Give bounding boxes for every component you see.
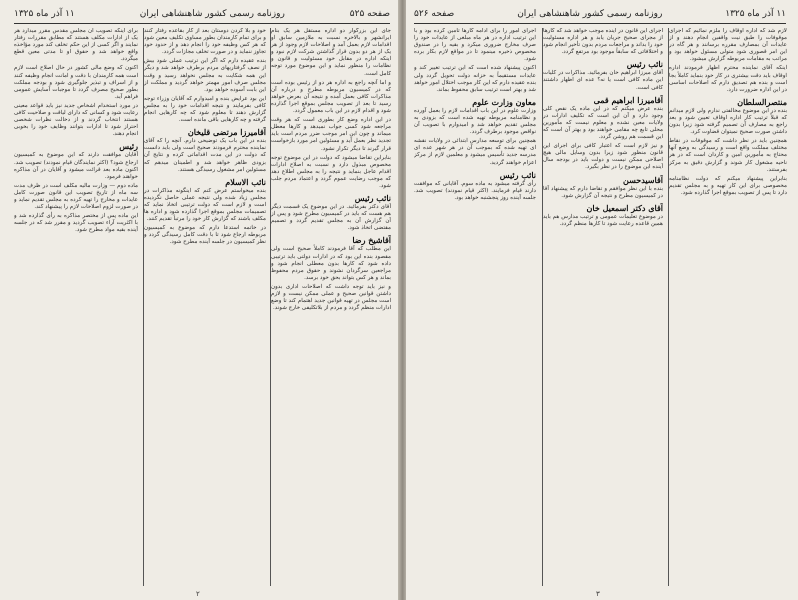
paragraph: اینکه آقای نماینده محترم اظهار فرمودند اداره اوقاف باید دقت بیشتری در کار خود بنماید کاملاً بجا است و بنده هم تصدیق دارم که اصلاحات اساسی در این اداره ضرورت دارد. [669, 65, 787, 93]
column-text [414, 28, 536, 202]
paragraph: در این اداره وضع کار بطوری است که هر وقت مراجعه شود کسی جواب نمیدهد و کارها معطل میماند و چون این امر موجب ضرر مردم است باید تجدید نظر بعمل آید و مسئولین امر مورد بازخواست قرار گیرند تا دیگر تکرار نشود. [271, 117, 391, 152]
speaker-heading: آقای دکتر اسمعیل خان [586, 202, 663, 213]
left-footer-mark: ۲ [196, 590, 200, 598]
paragraph: این مطلب که آقا فرمودند کاملاً صحیح است ولی مقصود بنده این بود که در ادارات دولتی باید ترتیبی داده شود که کارها بدون معطلی انجام شود و مراجعین سرگردان نشوند و حقوق مردم محفوظ بماند و هر کس بتواند بحق خود برسد. [271, 246, 391, 281]
speaker-heading: آقاسیدحسن [623, 174, 663, 185]
speaker-heading: معاون وزارت علوم [472, 96, 536, 107]
speaker-heading: نائب رئیس [354, 193, 391, 204]
left-page-number: صفحه ۵۲۵ [349, 9, 390, 19]
paragraph: در موضوع تعلیمات عمومی و ترتیب مدارس هم باید همین قاعده رعایت شود تا کارها منظم گردد. [543, 213, 663, 227]
right-paper-title: روزنامه رسمی کشور شاهنشاهی ایران [517, 9, 663, 19]
paragraph: اکنون پیشنهاد شده است که این ترتیب تغییر کند و عایدات مستقیماً به خزانه دولت تحویل گردد ولی بنده عقیده دارم که این کار موجب اختلال امور خواهد شد و بهتر است ترتیب سابق محفوظ بماند. [414, 65, 536, 93]
speaker-heading: آقامیرزا مرتضی قلیخان [187, 127, 266, 138]
column-text [144, 28, 266, 246]
paragraph: در مورد استخدام اشخاص جدید نیز باید قواعد معینی رعایت شود و کسانی که دارای لیاقت و صلاحیت کافی هستند انتخاب گردند و از دخالت نظرات شخصی احتراز شود تا ادارات بتوانند وظایف خود را بخوبی انجام دهند. [14, 102, 138, 138]
right-column-2 [542, 28, 663, 586]
paragraph: اجرای این قانون در آینده موجب خواهد شد که کارها از مجرای صحیح جریان یابد و هر اداره مسئولیت خود را بداند و مراجعات مردم بدون تأخیر انجام شود و اختلافاتی که سابقاً موجود بود مرتفع گردد. [543, 28, 663, 56]
left-paper-title: روزنامه رسمی کشور شاهنشاهی ایران [139, 9, 285, 19]
left-column-2 [143, 28, 266, 586]
paragraph: برای اینکه تصویب آن مجلس مقدس مقرر میدارد هر یک از ادارات مکلف هستند که مطابق مقررات رفتار نمایند و اگر کسی از این حکم تخلف کند مورد مؤاخذه واقع خواهد شد و حقوق او تا مدتی معین قطع میگردد. [14, 28, 138, 63]
paragraph: بنده عرض میکنم که در این ماده یک نقص کلی وجود دارد و آن این است که تکلیف ادارات در ولایات معین نشده و معلوم نیست که مأمورین محلی تابع چه مقامی خواهند بود و بهتر آن است که این قسمت هم روشن گردد. [543, 105, 663, 141]
left-page-header [14, 6, 390, 22]
paragraph: بنده در این موضوع مخالفتی ندارم ولی لازم میدانم که قبلاً ترتیب کار اداره اوقاف تعیین شود و بعد راجع به مصارف آن تصمیم گرفته شود زیرا بدون داشتن صورت صحیح نمیتوان قضاوت کرد. [669, 107, 787, 136]
paragraph: آقای میرزا ابراهیم خان بفرمائید. مذاکرات در کلیات این ماده کافی است یا نه؟ عده ای اظهار داشتند کافی است. [543, 70, 663, 91]
paragraph: بنده عقیده دارم که اگر این ترتیب عملی شود بیش از نصف گرفتاریهای مردم برطرف خواهد شد و دیگر این همه شکایت به مجلس نخواهد رسید و وقت مجلس صرف امور مهمتر خواهد گردید و مملکت از این بابت آسوده خواهد بود. [144, 58, 266, 93]
right-page [406, 0, 798, 600]
paragraph: اجرای امور را برای ادامه کارها تأمین کرده بود و با این ترتیب اداره در هر ماه مبلغی از عایدات خود را صرف مخارج ضروری میکرد و بقیه را در صندوق مخصوص ذخیره مینمود تا در مواقع لازم بکار برده شود. [414, 28, 536, 63]
speaker-heading: آقاشیخ رضا [352, 235, 391, 246]
right-page-number: صفحه ۵۲۶ [414, 9, 455, 19]
paragraph: و نیز لازم است که اعتبار کافی برای اجرای این قانون منظور شود زیرا بدون وسایل مالی هیچ اصلاحی ممکن نیست و دولت باید در بودجه سال آینده این موضوع را در نظر بگیرد. [543, 143, 663, 171]
left-column-1 [270, 28, 391, 586]
paragraph: این بود عرایض بنده و امیدوارم که آقایان وزراء توجه کافی بفرمایند و نتیجه اقدامات خود را به مجلس گزارش دهند تا معلوم شود که چه کارهایی انجام گرفته و چه کارهایی باقی مانده است. [144, 95, 266, 124]
right-column-1 [668, 28, 787, 586]
left-column-3 [14, 28, 138, 586]
right-column-3 [414, 28, 536, 586]
paragraph: آقایان موافقت دارند که این موضوع به کمیسیون ارجاع شود؟ (اکثر نمایندگان قیام نمودند) تصویب شد. اکنون ماده بعد قرائت میشود و آقایان در آن مذاکره خواهند فرمود. [14, 152, 138, 180]
paragraph: لازم شد که اداره اوقاف را ملزم نمائیم که اجرای موقوفات را طبق نیت واقفین انجام دهند و از عایدات آن بمصارف مقرره برسانند و هر گاه در این امر قصوری شود متولی مسئول خواهد بود و مراتب به مقامات مربوطه گزارش میشود. [669, 28, 787, 63]
speaker-heading: رئیس [119, 141, 138, 152]
column-text [14, 28, 138, 234]
paragraph: آقای دکتر بفرمائید. در این موضوع یک قسمت دیگر هم هست که باید در کمیسیون مطرح شود و پس از آن گزارش آن به مجلس تقدیم گردد و تصمیم مقتضی اتخاذ شود. [271, 204, 391, 232]
column-text [543, 28, 663, 228]
paragraph: بنابراین پیشنهاد میکنم که دولت نظامنامه مخصوصی برای این کار تهیه و به مجلس تقدیم دارد تا پس از تصویب بموقع اجرا گذارده شود. [669, 175, 787, 196]
speaker-heading: آقامیرزا ابراهیم قمی [593, 94, 663, 105]
paragraph: و نیز باید توجه داشت که اصلاحات اداری بدون داشتن قوانین صحیح و عملی ممکن نیست و لازم است مجلس در تهیه قوانین جدید اهتمام کند تا وضع ادارات منظم گردد و مردم از بلاتکلیفی خارج شوند. [271, 283, 391, 312]
paragraph: همچنین باید در نظر داشت که موقوفات در نقاط مختلف مملکت واقع است و رسیدگی به وضع آنها محتاج به مأمورین امین و کاردان است که در هر ناحیه مشغول کار شوند و گزارش دقیق به مرکز بفرستند. [669, 138, 787, 173]
paragraph: اکنون که وضع مالی کشور در حال اصلاح است لازم است همه کارمندان با دقت و امانت انجام وظیفه کنند و از اسراف و تبذیر جلوگیری شود و بودجه مملکت بطور صحیح مصرف گردد تا موجبات آسایش عمومی فراهم آید. [14, 65, 138, 100]
speaker-heading: نائب رئیس [499, 169, 536, 180]
paragraph: این ماده پس از مختصر مذاکره به رأی گذارده شد و با اکثریت آراء تصویب گردید و مقرر شد که در جلسه آینده بقیه مواد مطرح شود. [14, 213, 138, 234]
right-page-header [414, 6, 786, 22]
header-rule [414, 23, 786, 24]
paragraph: بنده میخواستم عرض کنم که اینگونه مذاکرات در مجلس زیاد شده ولی نتیجه عملی حاصل نگردیده است و لازم است که دولت ترتیبی اتخاذ نماید که تصمیمات مجلس بموقع اجرا گذارده شود و اداره ها مکلف باشند که گزارش کار خود را مرتباً تقدیم کنند. [144, 187, 266, 223]
column-text [669, 28, 787, 197]
paragraph: و اما آنچه راجع به اداره هر دو از رئیس بوده است که در کمیسیون مربوطه مطرح و درباره آن مذاکرات کافی بعمل آمده و نتیجه آن بعرض خواهد رسید تا بعد از تصویب مجلس بموقع اجرا گذارده شود و اقدام لازم در این باب معمول گردد. [271, 79, 391, 115]
speaker-heading: نائب رئیس [626, 59, 663, 70]
paragraph: رأی گرفته میشود به ماده سوم. آقایانی که موافقت دارند قیام فرمایند. (اکثر قیام نمودند) تصویب شد. جلسه آینده روز پنجشنبه خواهد بود. [414, 180, 536, 201]
paragraph: بنده در این باب یک توضیحی دارم. آنچه را که آقای نماینده محترم فرمودند صحیح است ولی باید دانست که دولت در این مدت اقداماتی کرده و نتایج آن بزودی ظاهر خواهد شد و اطمینان میدهم که مسئولین امر مشغول رسیدگی هستند. [144, 138, 266, 173]
right-footer-mark: ۳ [596, 590, 600, 598]
column-text [271, 28, 391, 312]
paragraph: وزارت علوم در این باب اقدامات لازم را بعمل آورده و نظامنامه مربوطه تهیه شده است که بزودی به مجلس تقدیم خواهد شد و امیدوارم با تصویب آن نواقص موجود برطرف گردد. [414, 107, 536, 136]
speaker-heading: منتصرالسلطان [737, 96, 787, 107]
paragraph: جای این بزرگوار دو اداره مستقل هر یک بنام ایرانشهر و بالاخره نسبت به ملازمین سابق او اقدامات لازم بعمل آمد و اصلاحات لازم وجود از هر یک از هر دو بدون قرار گذاشتن شرکت لازم نبود و اینکه اداره در مقابل خود مسئولیت و قانون و نظامات را منظور نماید و این موضوع مورد توجه کامل است. [271, 28, 391, 77]
paragraph: خود و بلا کردن دوستان بعد از کار بقاعده رفتار کنند و برای تمام کارمندان بطور مساوی تکلیف معین شود که هر کس وظیفه خود را انجام دهد و از حدود خود تجاوز ننماید و در صورت تخلف مجازات گردد. [143, 28, 266, 56]
paragraph: همچنین برای توسعه مدارس ابتدائی در ولایات نقشه ای تهیه شده که بموجب آن در هر شهر عده ای مدرسه جدید تأسیس میشود و معلمین لازم از مرکز اعزام خواهند گردید. [414, 138, 536, 166]
paragraph: بنده با این نظر موافقم و تقاضا دارم که پیشنهاد آقا در کمیسیون مطرح و نتیجه آن گزارش شود. [543, 185, 663, 199]
paragraph: بنابراین تقاضا میشود که دولت در این موضوع توجه مخصوص مبذول دارد و نسبت به اصلاح ادارات اقدام عاجل بنماید و نتیجه را به مجلس اطلاع دهد که موجب رضایت عموم گردد و اعتماد مردم جلب شود. [271, 154, 391, 189]
speaker-heading: نائب الاسلام [225, 176, 266, 187]
right-issue-info: ۱۱ آذر ماه ۱۳۲۵ [725, 9, 786, 19]
paragraph: در خاتمه استدعا دارم که موضوع به کمیسیون مربوطه ارجاع شود تا با دقت کامل رسیدگی گردد و نظر کمیسیون در جلسه آینده مطرح شود. [144, 225, 266, 246]
header-rule [14, 23, 390, 24]
paragraph: ماده دوم — وزارت مالیه مکلف است در ظرف مدت سه ماه از تاریخ تصویب این قانون صورت کامل عایدات و مخارج را تهیه کرده به مجلس تقدیم نماید و در صورت لزوم اصلاحات لازم را پیشنهاد کند. [14, 182, 138, 211]
left-issue-info: ۱۱ آذر ماه ۱۳۲۵ [14, 9, 75, 19]
